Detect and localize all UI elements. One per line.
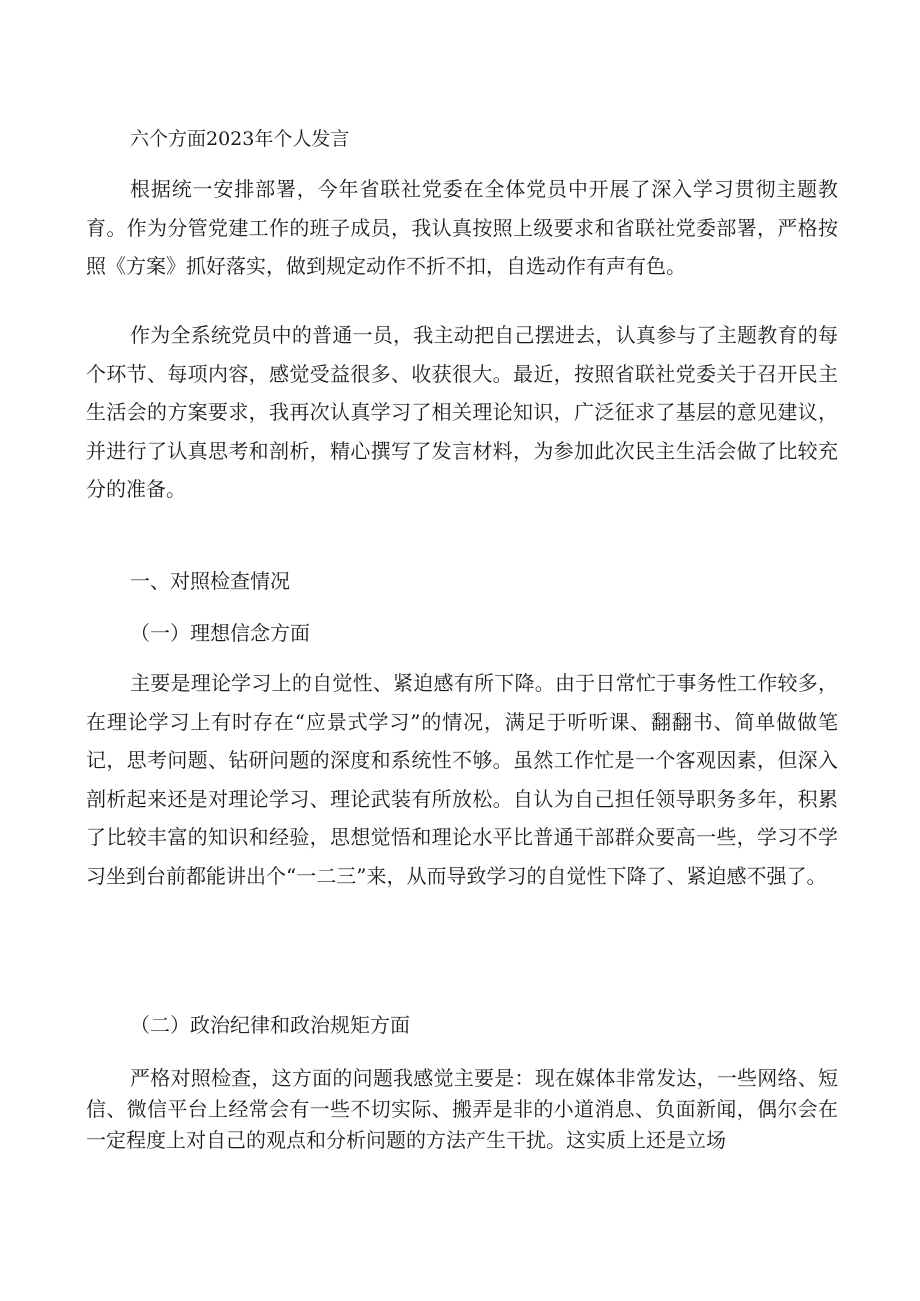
subsection-heading-ideals: （一）理想信念方面 [130,621,310,645]
discipline-paragraph: 严格对照检查，这方面的问题我感觉主要是：现在媒体非常发达，一些网络、短信、微信平台上经常会有一些不切实际、搬弄是非的小道消息、负面新闻，偶尔会在一定程度上对自己的观点和分析问题的方法产生干扰。这实质上还是立场 [86,1066,838,1152]
section-heading-check: 一、对照检查情况 [130,569,290,593]
preparation-paragraph: 作为全系统党员中的普通一员，我主动把自己摆进去，认真参与了主题教育的每个环节、每项内容，感觉受益很多、收获很大。最近，按照省联社党委关于召开民主生活会的方案要求，我再次认真学习了相关理论知识，广泛征求了基层的意见建议，并进行了认真思考和剖析，精心撰写了发言材料，为参加此次民主生活会做了比较充分的准备。 [86,323,838,502]
ideals-paragraph: 主要是理论学习上的自觉性、紧迫感有所下降。由于日常忙于事务性工作较多，在理论学习上有时存在“应景式学习”的情况，满足于听听课、翻翻书、简单做做笔记，思考问题、钻研问题的深度和系统性不够。虽然工作忙是一个客观因素，但深入剖析起来还是对理论学习、理论武装有所放松。自认为自己担任领导职务多年，积累了比较丰富的知识和经验，思想觉悟和理论水平比普通干部群众要高一些，学习不学习坐到台前都能讲出个“一二三”来，从而导致学习的自觉性下降了、紧迫感不强了。 [86,671,838,888]
document-title: 六个方面2023年个人发言 [130,128,350,150]
subsection-heading-discipline: （二）政治纪律和政治规矩方面 [130,1013,410,1037]
intro-paragraph: 根据统一安排部署，今年省联社党委在全体党员中开展了深入学习贯彻主题教育。作为分管党建工作的班子成员，我认真按照上级要求和省联社党委部署，严格按照《方案》抓好落实，做到规定动作不折不扣，自选动作有声有色。 [86,177,838,279]
